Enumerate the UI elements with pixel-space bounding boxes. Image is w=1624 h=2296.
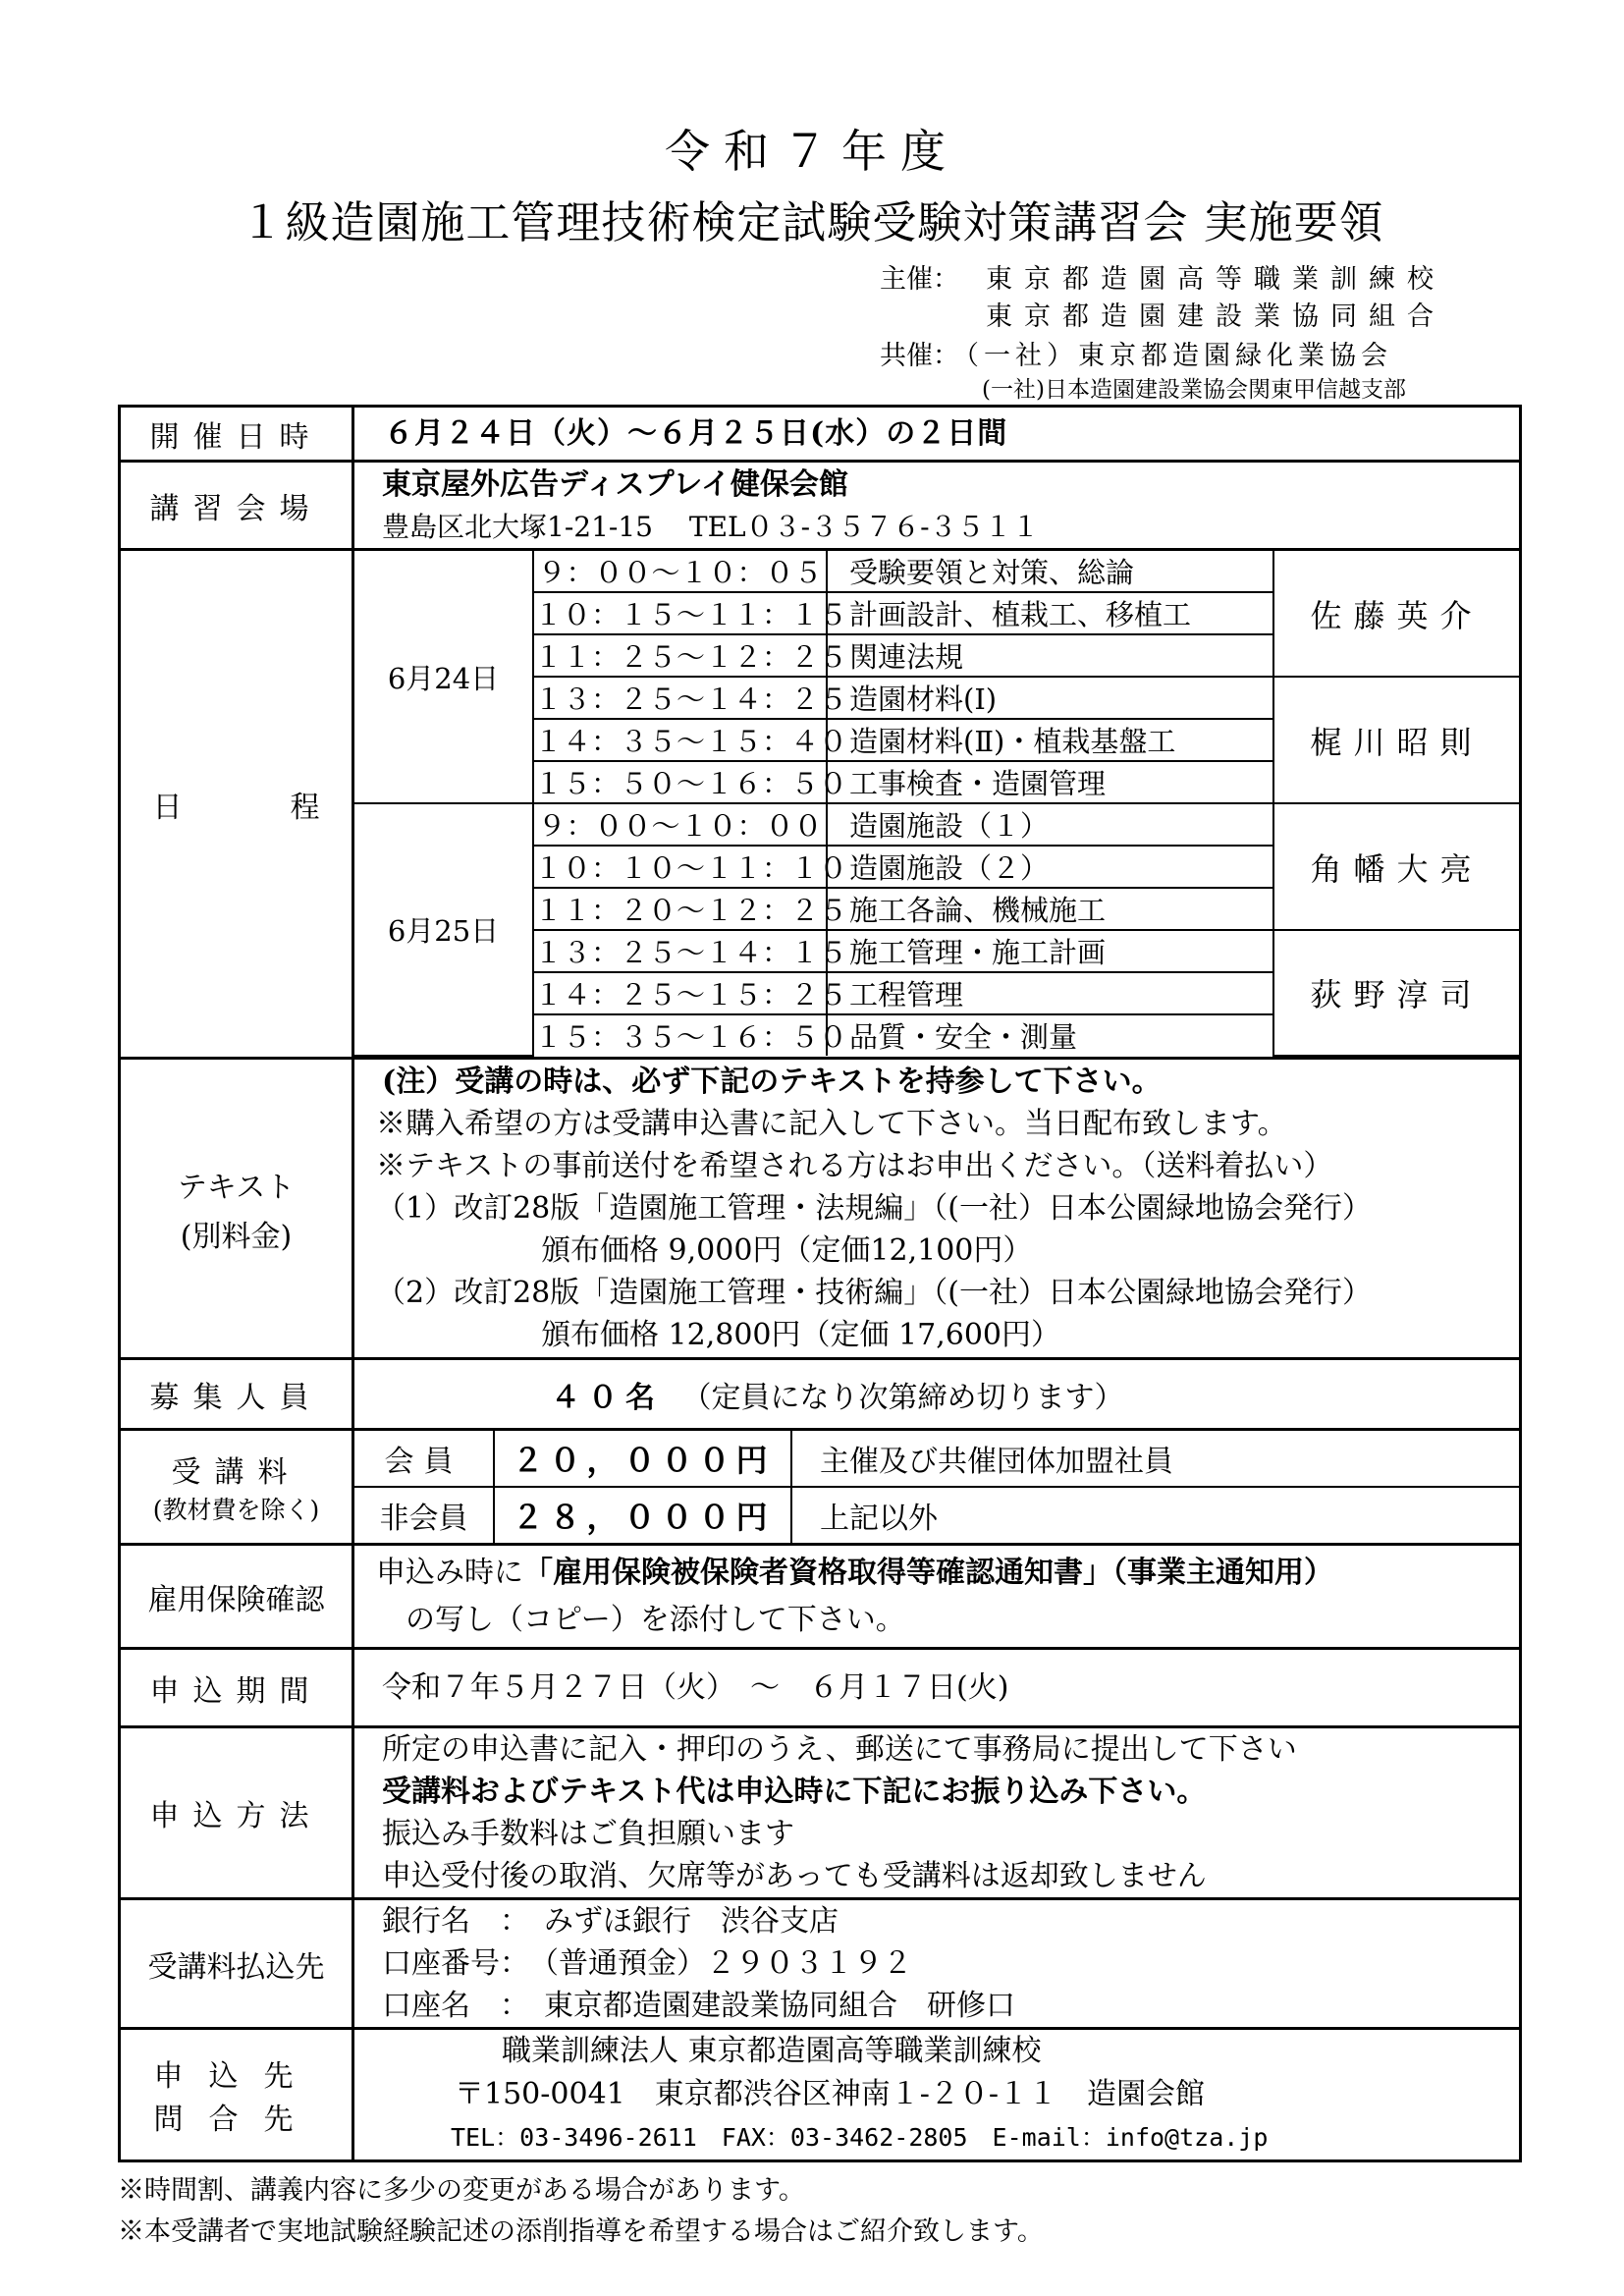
text-label	[120, 1059, 353, 1359]
cosponsor-label: 共催：	[880, 341, 959, 371]
row-venue	[120, 462, 1521, 550]
text-line: （2）改訂28版「造園施工管理・技術編」（(一社）日本公園緑地協会発行）	[376, 1276, 1372, 1310]
row-bank	[120, 1899, 1521, 2029]
contact-tel: TEL：03-3496-2611 FAX：03-3462-2805 E-mail：info@tza.jp	[451, 2123, 1269, 2152]
date-value: ６月２４日（火）～６月２５日(水）の２日間	[384, 416, 1008, 451]
lecturer-2: 梶川昭則	[1273, 677, 1519, 803]
lecturer-1: 佐藤英介	[1273, 551, 1519, 677]
schedule-cell	[353, 550, 1521, 1059]
row-contact	[120, 2029, 1521, 2161]
insurance-label: 雇用保険確認	[120, 1545, 353, 1649]
contact-label	[120, 2029, 353, 2161]
method-line: 申込受付後の取消、欠席等があっても受講料は返却致しません	[382, 1859, 1207, 1893]
bank-cell	[353, 1899, 1521, 2029]
text-line: 頒布価格 9,000円（定価12,100円）	[541, 1233, 1033, 1268]
session-subject: 施工管理・施工計画	[827, 930, 1273, 972]
text-line: ※テキストの事前送付を希望される方はお申出ください。（送料着払い）	[376, 1149, 1333, 1183]
member-amount: ２０，０００円	[494, 1431, 791, 1487]
schedule-label	[120, 550, 353, 1059]
session-subject: 関連法規	[827, 634, 1273, 677]
session-time: ９：００～１０：０５	[533, 551, 827, 592]
contact-label-2: 問合先	[153, 2103, 319, 2137]
fee-cell	[353, 1430, 1521, 1545]
bank-label: 受講料払込先	[120, 1899, 353, 2029]
text-line: （1）改訂28版「造園施工管理・法規編」（(一社）日本公園緑地協会発行）	[376, 1191, 1372, 1226]
title-year: 令和７年度	[665, 125, 959, 178]
nonmember-label: 非会員	[354, 1487, 494, 1543]
sponsor-1: 東京都造園高等職業訓練校	[986, 264, 1445, 295]
text-line: ※購入希望の方は受講申込書に記入して下さい。当日配布致します。	[376, 1107, 1287, 1141]
method-cell	[353, 1727, 1521, 1899]
method-line: 受講料およびテキスト代は申込時に下記にお振り込み下さい。	[382, 1775, 1207, 1809]
contact-cell	[353, 2029, 1521, 2161]
date-cell	[353, 407, 1521, 462]
day2-label: 6月25日	[354, 803, 533, 1056]
fee-table	[354, 1431, 1519, 1543]
text-label-1: テキスト	[177, 1170, 296, 1205]
session-time: ９：００～１０：００	[533, 803, 827, 846]
session-time: １４：３５～１５：４０	[533, 719, 827, 761]
date-label: 開催日時	[120, 407, 353, 462]
contact-address: 〒150-0041 東京都渋谷区神南１-２０-１１ 造園会館	[455, 2077, 1206, 2111]
text-line: 頒布価格 12,800円（定価 17,600円）	[541, 1318, 1061, 1352]
session-time: １５：３５～１６：５０	[533, 1014, 827, 1056]
venue-name: 東京屋外広告ディスプレイ健保会館	[382, 466, 848, 502]
period-label: 申込期間	[120, 1649, 353, 1727]
schedule-label-left: 日	[152, 790, 183, 825]
insurance-doc-name: 「雇用保険被保険者資格取得等確認通知書」（事業主通知用）	[523, 1555, 1333, 1590]
session-subject: 造園施設（１）	[827, 803, 1273, 846]
schedule-label-right: 程	[290, 790, 320, 825]
row-period	[120, 1649, 1521, 1727]
member-note: 主催及び共催団体加盟社員	[791, 1431, 1519, 1487]
row-schedule	[120, 550, 1521, 1059]
session-subject: 造園施設（２）	[827, 846, 1273, 888]
lecturer-4: 荻野淳司	[1273, 930, 1519, 1056]
session-time: １１：２５～１２：２５	[533, 634, 827, 677]
session-time: １５：５０～１６：５０	[533, 761, 827, 803]
nonmember-amount: ２８，０００円	[494, 1487, 791, 1543]
method-label: 申込方法	[120, 1727, 353, 1899]
session-subject: 工程管理	[827, 972, 1273, 1014]
fee-label-2: (教材費を除く)	[152, 1496, 320, 1524]
capacity-note: （定員になり次第締め切ります）	[681, 1380, 1124, 1415]
session-row	[354, 551, 1519, 592]
text-note: (注）受講の時は、必ず下記のテキストを持参して下さい。	[382, 1065, 1162, 1099]
member-label: 会員	[354, 1431, 494, 1487]
fee-row-member	[354, 1431, 1519, 1487]
lecturer-3: 角幡大亮	[1273, 803, 1519, 930]
row-insurance	[120, 1545, 1521, 1649]
capacity-cell	[353, 1359, 1521, 1430]
session-subject: 造園材料(Ⅱ)・植栽基盤工	[827, 719, 1273, 761]
session-time: １３：２５～１４：２５	[533, 677, 827, 719]
page-title: １級造園施工管理技術検定試験受験対策講習会 実施要領	[240, 196, 1384, 248]
row-fee	[120, 1430, 1521, 1545]
row-date	[120, 407, 1521, 462]
session-subject: 工事検査・造園管理	[827, 761, 1273, 803]
row-capacity	[120, 1359, 1521, 1430]
bank-line: 口座名 ： 東京都造園建設業協同組合 研修口	[382, 1989, 1015, 2023]
sponsor-2: 東京都造園建設業協同組合	[986, 301, 1445, 332]
venue-address: 豊島区北大塚1-21-15 TEL０３-３５７６-３５１１	[382, 510, 1040, 543]
contact-org: 職業訓練法人 東京都造園高等職業訓練校	[502, 2034, 1042, 2068]
method-line: 振込み手数料はご負担願います	[382, 1817, 794, 1851]
insurance-line1	[354, 1550, 1519, 1597]
insurance-line2: の写し（コピー）を添付して下さい。	[406, 1602, 905, 1637]
period-cell	[353, 1649, 1521, 1727]
schedule-table	[354, 551, 1519, 1057]
text-label-2: (別料金)	[180, 1219, 293, 1254]
session-time: １０：１０～１１：１０	[533, 846, 827, 888]
insurance-line1-pre: 申込み時に	[376, 1555, 523, 1590]
fee-row-nonmember	[354, 1487, 1519, 1543]
session-time: １０：１５～１１：１５	[533, 592, 827, 634]
session-subject: 受験要領と対策、総論	[827, 551, 1273, 592]
session-subject: 造園材料(Ⅰ)	[827, 677, 1273, 719]
bank-line: 銀行名 ： みずほ銀行 渋谷支店	[382, 1904, 839, 1939]
bank-line: 口座番号： （普通預金）２９０３１９２	[382, 1946, 912, 1981]
row-method	[120, 1727, 1521, 1899]
session-time: １１：２０～１２：２５	[533, 888, 827, 930]
insurance-cell	[353, 1545, 1521, 1649]
venue-label: 講習会場	[120, 462, 353, 550]
venue-cell	[353, 462, 1521, 550]
period-value: 令和７年５月２７日（火） ～ ６月１７日(火)	[382, 1670, 1009, 1705]
session-row	[354, 803, 1519, 846]
footer-note-2: ※本受講者で実地試験経験記述の添削指導を希望する場合はご紹介致します。	[118, 2216, 1044, 2247]
footer-note-1: ※時間割、講義内容に多少の変更がある場合があります。	[118, 2175, 805, 2206]
capacity-label: 募集人員	[120, 1359, 353, 1430]
session-time: １４：２５～１５：２５	[533, 972, 827, 1014]
method-line: 所定の申込書に記入・押印のうえ、郵送にて事務局に提出して下さい	[382, 1732, 1297, 1767]
nonmember-note: 上記以外	[791, 1487, 1519, 1543]
session-subject: 品質・安全・測量	[827, 1014, 1273, 1056]
fee-label	[120, 1430, 353, 1545]
session-time: １３：２５～１４：１５	[533, 930, 827, 972]
cosponsor-1: （一社）東京都造園緑化業協会	[952, 341, 1392, 371]
sponsor-label: 主催：	[880, 264, 959, 295]
info-table	[118, 405, 1522, 2162]
capacity-count: ４０名	[551, 1380, 663, 1415]
session-subject: 施工各論、機械施工	[827, 888, 1273, 930]
text-cell	[353, 1059, 1521, 1359]
cosponsor-2: (一社)日本造園建設業協会関東甲信越支部	[982, 377, 1406, 403]
day1-label: 6月24日	[354, 551, 533, 803]
row-text	[120, 1059, 1521, 1359]
fee-label-1: 受講料	[171, 1455, 301, 1490]
session-subject: 計画設計、植栽工、移植工	[827, 592, 1273, 634]
contact-label-1: 申込先	[153, 2059, 319, 2094]
